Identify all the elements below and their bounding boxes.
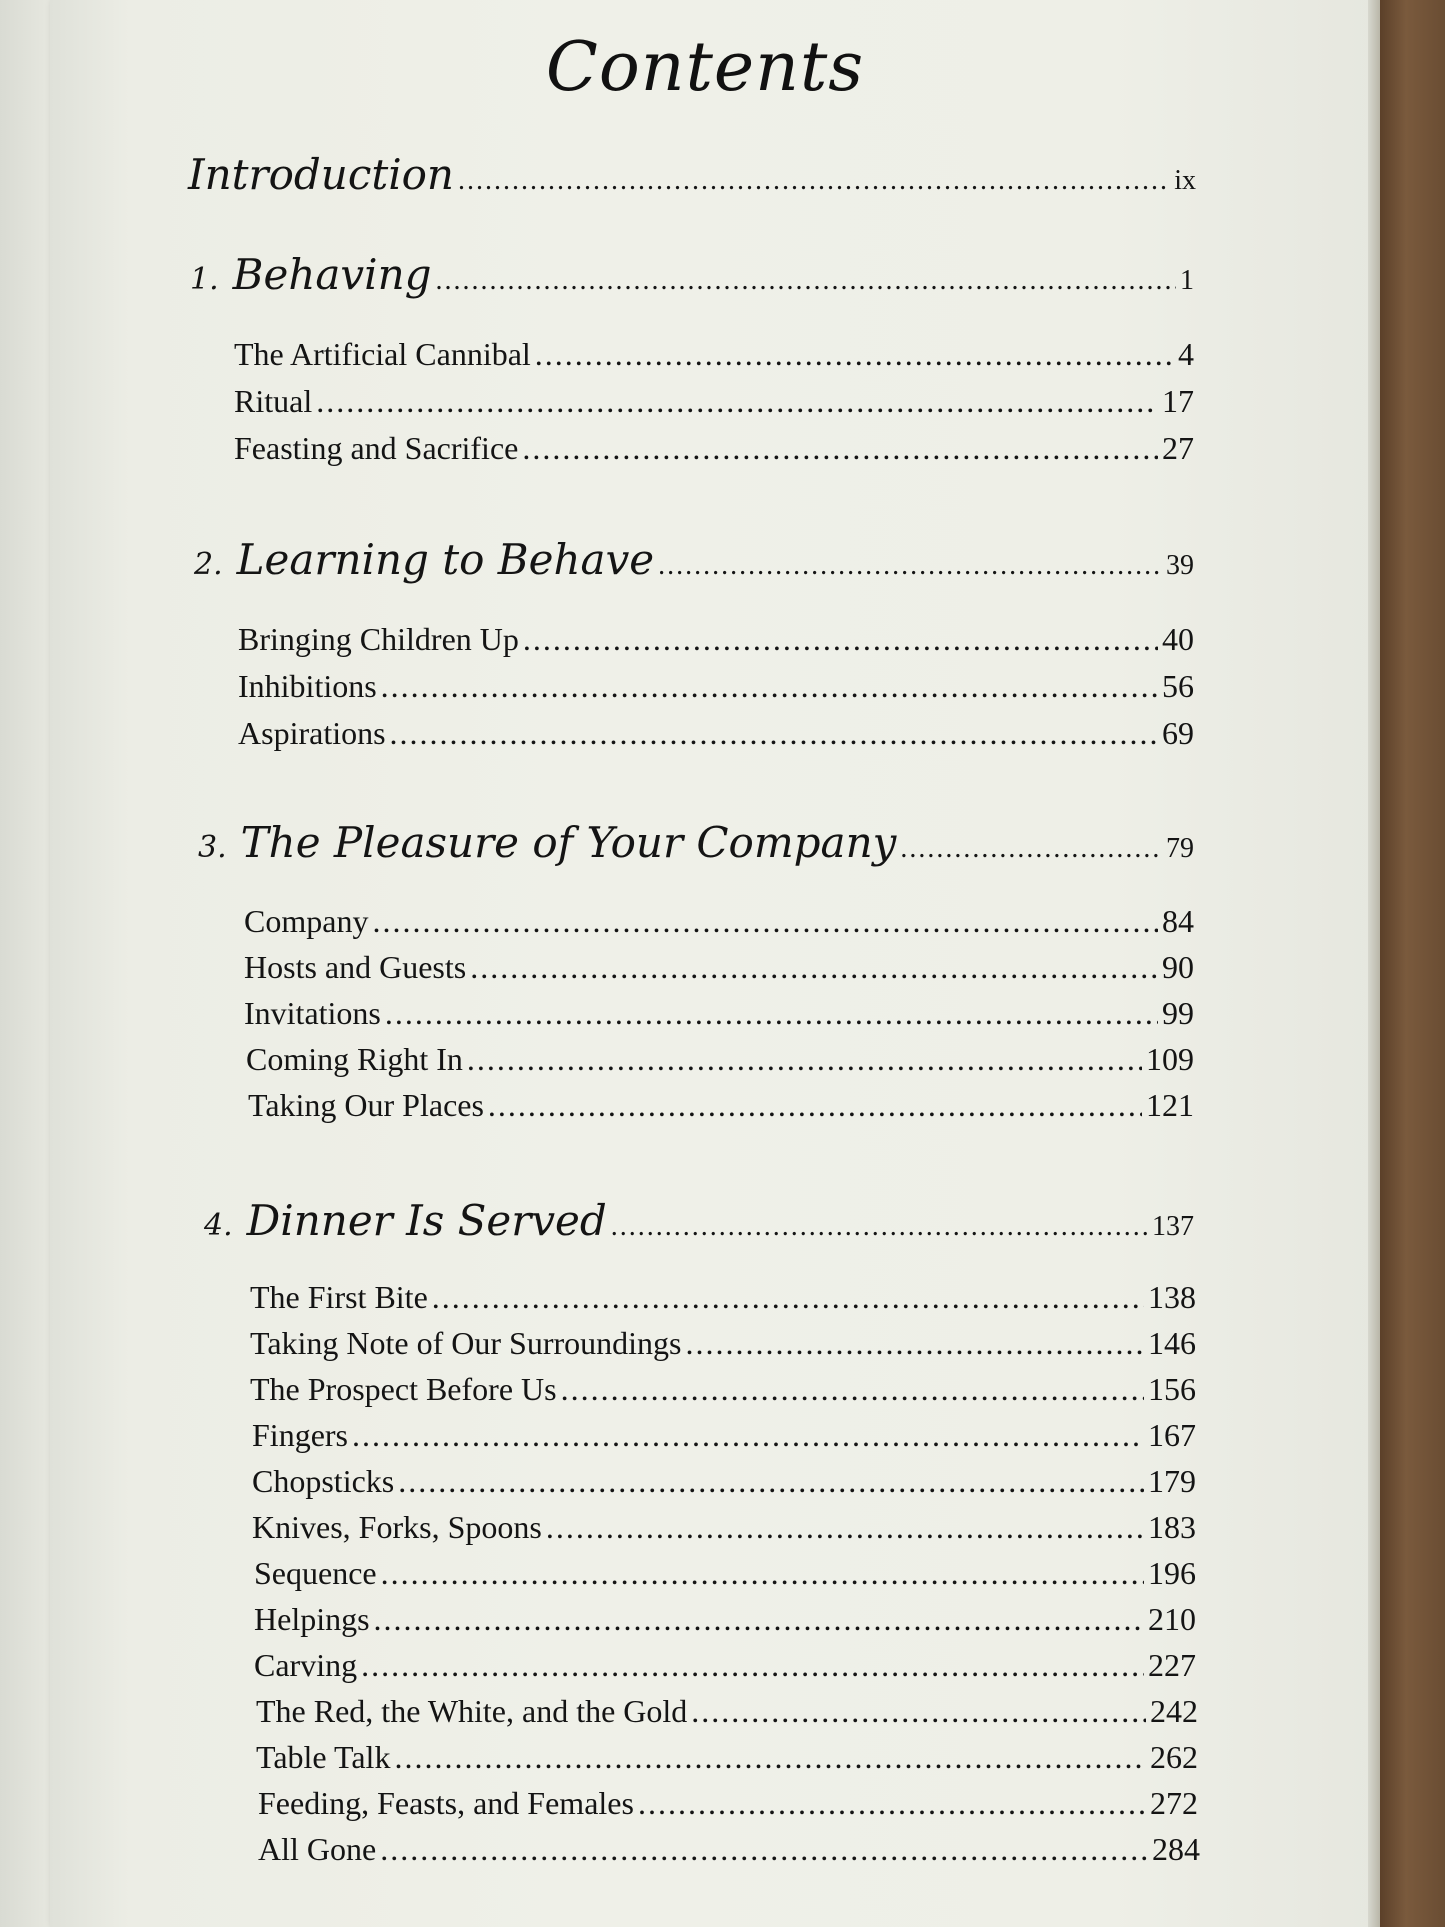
section-page: 40 [1162,621,1194,657]
section-label: Sequence [254,1555,377,1591]
dot-leader [432,1279,1144,1316]
dot-leader [436,265,1176,297]
dot-leader [458,165,1170,197]
dot-leader [352,1417,1144,1454]
section-page: 262 [1150,1739,1198,1775]
chapter-number: 3. [198,830,227,865]
toc-section [250,1279,1196,1316]
toc-section [238,715,1194,752]
section-page: 242 [1150,1693,1198,1729]
section-page: 138 [1148,1279,1196,1315]
section-label: The First Bite [250,1279,428,1315]
section-label: Coming Right In [246,1041,463,1077]
toc-entry-page: ix [1174,165,1196,196]
toc-section [248,1087,1194,1124]
section-page: 284 [1152,1831,1200,1867]
toc-section [234,336,1194,373]
section-page: 196 [1148,1555,1196,1591]
section-label: The Red, the White, and the Gold [256,1693,688,1729]
section-page: 90 [1162,949,1194,985]
section-page: 69 [1162,715,1194,751]
toc-entry-introduction [188,150,1196,199]
chapter-number: 4. [204,1208,233,1243]
dot-leader [390,715,1158,752]
section-page: 27 [1162,430,1194,466]
toc-section [254,1555,1196,1592]
section-page: 179 [1148,1463,1196,1499]
chapter-number: 2. [194,547,223,582]
section-label: Taking Our Places [248,1087,484,1123]
section-page: 272 [1150,1785,1198,1821]
toc-section [246,1041,1194,1078]
toc-chapter [198,818,1194,867]
section-label: Bringing Children Up [238,621,519,657]
chapter-title: Dinner Is Served [246,1196,607,1245]
toc-section [252,1463,1196,1500]
dot-leader [685,1325,1144,1362]
section-page: 167 [1148,1417,1196,1453]
dot-leader [638,1785,1146,1822]
dot-leader [546,1509,1144,1546]
toc-chapter [194,535,1194,584]
section-page: 183 [1148,1509,1196,1545]
dot-leader [900,833,1162,865]
dot-leader [398,1463,1144,1500]
toc-section [244,949,1194,986]
dot-leader [561,1371,1144,1408]
section-label: Chopsticks [252,1463,395,1499]
section-label: The Prospect Before Us [250,1371,557,1407]
toc-section [256,1739,1198,1776]
section-page: 99 [1162,995,1194,1031]
section-page: 210 [1148,1601,1196,1637]
dot-leader [522,430,1158,467]
section-label: Taking Note of Our Surroundings [250,1325,682,1361]
dot-leader [380,1831,1148,1868]
dot-leader [316,383,1158,420]
toc-chapter [190,250,1194,299]
dot-leader [374,1601,1144,1638]
section-label: Aspirations [238,715,386,751]
toc-section [244,903,1194,940]
toc-section [238,668,1194,705]
dot-leader [611,1211,1148,1243]
toc-section [252,1417,1196,1454]
chapter-title: The Pleasure of Your Company [240,818,897,867]
dot-leader [691,1693,1146,1730]
chapter-number: 1. [190,262,219,297]
toc-section [238,621,1194,658]
section-page: 146 [1148,1325,1196,1361]
dot-leader [658,550,1162,582]
dot-leader [381,1555,1144,1592]
section-label: Ritual [234,383,313,419]
section-label: Knives, Forks, Spoons [252,1509,542,1545]
dot-leader [470,949,1158,986]
section-page: 227 [1148,1647,1196,1683]
section-page: 17 [1162,383,1194,419]
section-label: All Gone [258,1831,377,1867]
dot-leader [535,336,1174,373]
toc-chapter [204,1196,1194,1245]
section-label: Carving [254,1647,358,1683]
section-page: 84 [1162,903,1194,939]
dot-leader [394,1739,1146,1776]
chapter-page: 79 [1166,833,1194,864]
chapter-page: 39 [1166,550,1194,581]
section-page: 56 [1162,668,1194,704]
section-label: Invitations [244,995,381,1031]
toc-section [234,383,1194,420]
section-label: The Artificial Cannibal [234,336,531,372]
chapter-title: Behaving [232,250,432,299]
toc-section [244,995,1194,1032]
dot-leader [523,621,1158,658]
toc-section [254,1647,1196,1684]
chapter-page: 1 [1180,265,1194,296]
toc-section [258,1831,1200,1868]
dot-leader [361,1647,1144,1684]
toc-section [234,430,1194,467]
section-label: Helpings [254,1601,370,1637]
dot-leader [372,903,1158,940]
page-title: Contents [545,28,865,107]
section-label: Feeding, Feasts, and Females [258,1785,634,1821]
dot-leader [385,995,1158,1032]
section-label: Fingers [252,1417,348,1453]
section-label: Feasting and Sacrifice [234,430,519,466]
section-label: Inhibitions [238,668,377,704]
dot-leader [467,1041,1142,1078]
section-label: Hosts and Guests [244,949,467,985]
toc-section [250,1371,1196,1408]
section-label: Company [244,903,369,939]
toc-entry-label: Introduction [188,150,454,199]
section-page: 121 [1146,1087,1194,1123]
toc-section [258,1785,1198,1822]
section-page: 109 [1146,1041,1194,1077]
toc-section [252,1509,1196,1546]
section-label: Table Talk [256,1739,391,1775]
chapter-page: 137 [1152,1211,1194,1242]
toc-section [256,1693,1198,1730]
section-page: 156 [1148,1371,1196,1407]
dot-leader [488,1087,1142,1124]
dot-leader [381,668,1158,705]
chapter-title: Learning to Behave [236,535,655,584]
toc-section [250,1325,1196,1362]
toc-section [254,1601,1196,1638]
section-page: 4 [1178,336,1194,372]
